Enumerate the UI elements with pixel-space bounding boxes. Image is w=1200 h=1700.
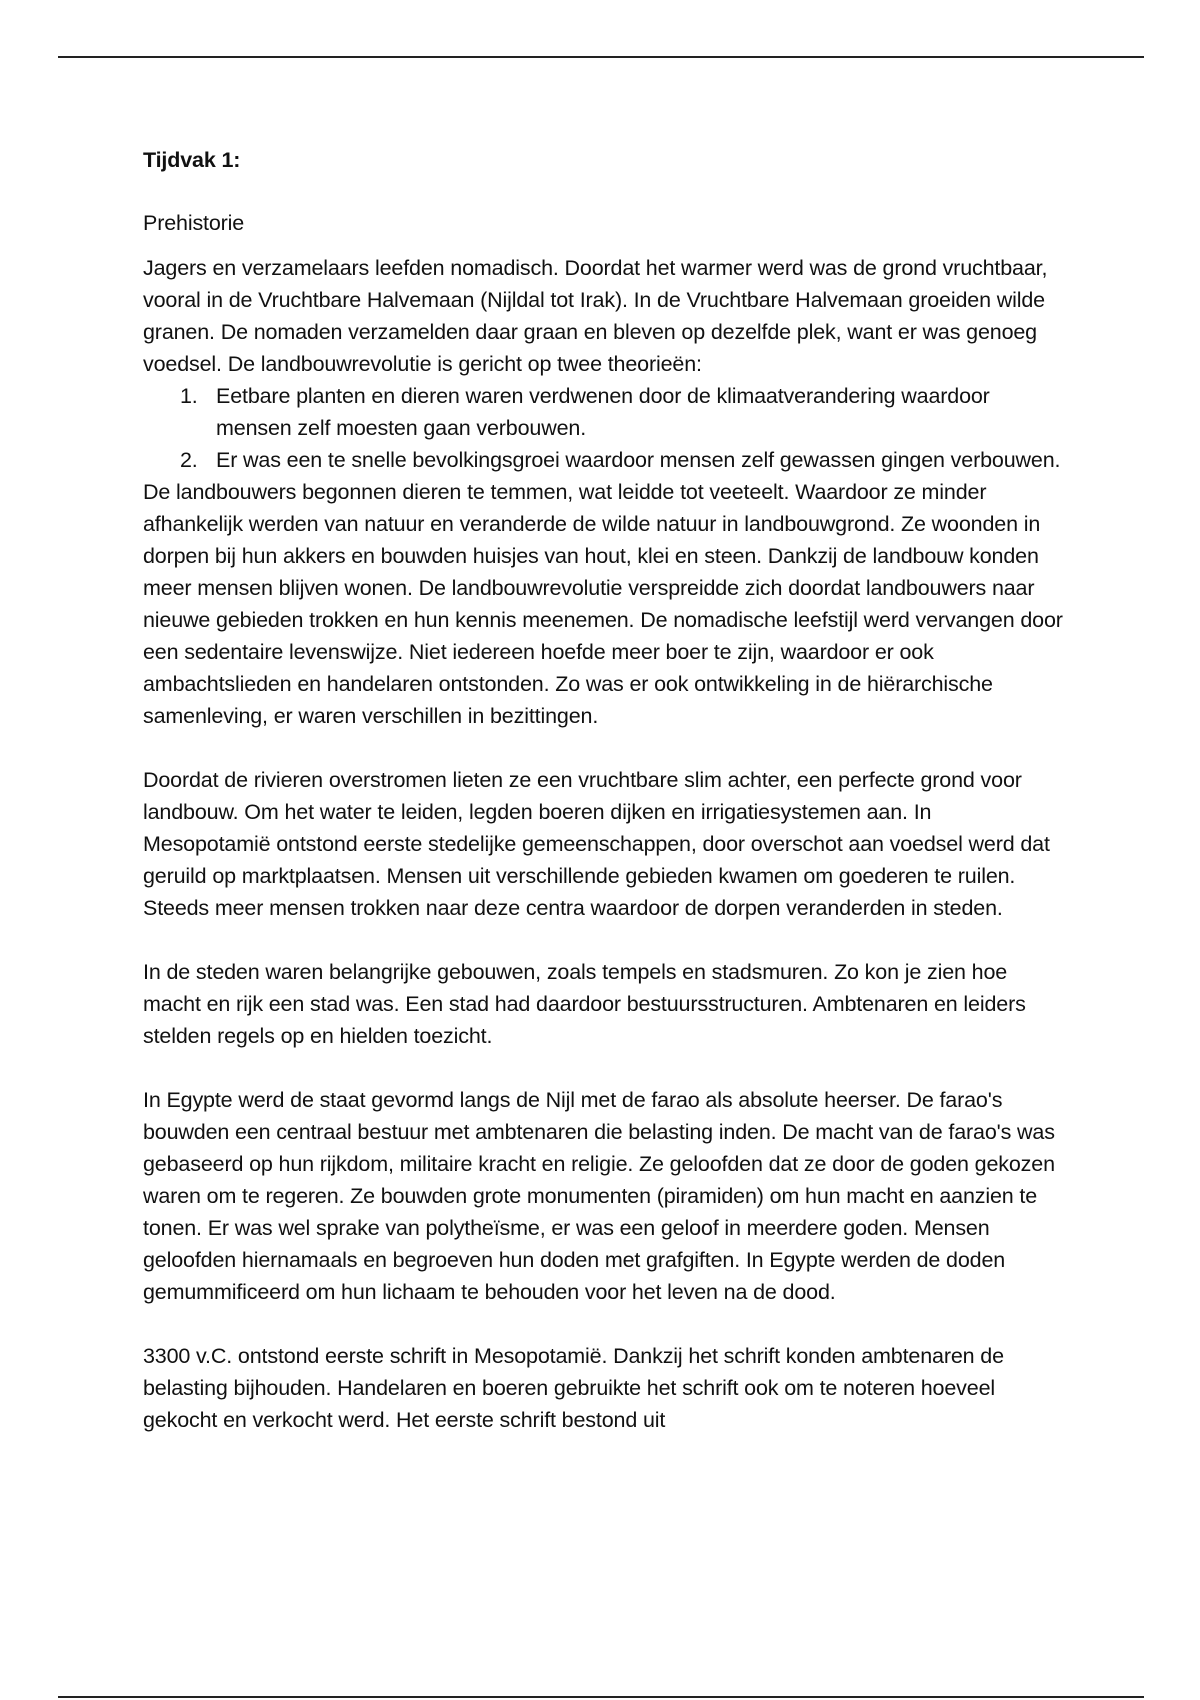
list-item [143,444,1063,476]
list-item-number: 2. [180,448,198,472]
paragraph-rivieren: Doordat de rivieren overstromen lieten ze een vruchtbare slim achter, een perfecte grond voor landbouw. Om het water te leiden, legden boeren dijken en irrigatiesystemen aan. In Mesopotamië ontstond eerste stedelijke gemeenschappen, door overschot aan voedsel werd dat geruild op marktplaatsen. Mensen uit verschillende gebieden kwamen om goederen te ruilen. Steeds meer mensen trokken naar deze centra waardoor de dorpen veranderden in steden. [143,768,1050,920]
theories-list [143,380,1063,476]
intro-paragraph: Jagers en verzamelaars leefden nomadisch. Doordat het warmer werd was de grond vruchtbaar, vooral in de Vruchtbare Halvemaan (Nijldal tot Irak). In de Vruchtbare Halvemaan groeiden wilde granen. De nomaden verzamelden daar graan en bleven op dezelfde plek, want er was genoeg voedsel. De landbouwrevolutie is gericht op twee theorieën: [143,256,1048,376]
top-page-rule [58,56,1144,58]
paragraph-landbouwers: De landbouwers begonnen dieren te temmen, wat leidde tot veeteelt. Waardoor ze minder afhankelijk werden van natuur en veranderde de wilde natuur in landbouwgrond. Ze woonden in dorpen bij hun akkers en bouwden huisjes van hout, klei en steen. Dankzij de landbouw konden meer mensen blijven wonen. De landbouwrevolutie verspreidde zich doordat landbouwers naar nieuwe gebieden trokken en hun kennis meenemen. De nomadische leefstijl werd vervangen door een sedentaire levenswijze. Niet iedereen hoefde meer boer te zijn, waardoor er ook ambachtslieden en handelaren ontstonden. Zo was er ook ontwikkeling in de hiërarchische samenleving, er waren verschillen in bezittingen. [143,480,1063,728]
paragraph-egypte: In Egypte werd de staat gevormd langs de Nijl met de farao als absolute heerser. De farao's bouwden een centraal bestuur met ambtenaren die belasting inden. De macht van de farao's was gebaseerd op hun rijkdom, militaire kracht en religie. Ze geloofden dat ze door de goden gekozen waren om te regeren. Ze bouwden grote monumenten (piramiden) om hun macht en aanzien te tonen. Er was wel sprake van polytheïsme, er was een geloof in meerdere goden. Mensen geloofden hiernamaals en begroeven hun doden met grafgiften. In Egypte werden de doden gemummificeerd om hun lichaam te behouden voor het leven na de dood. [143,1088,1055,1304]
list-item [143,380,1063,444]
list-item-text: Er was een te snelle bevolkingsgroei waardoor mensen zelf gewassen gingen verbouwen. [216,448,1061,472]
section-heading: Prehistorie [143,211,245,235]
list-item-number: 1. [180,384,198,408]
bottom-page-rule [58,1696,1144,1698]
paragraph-steden: In de steden waren belangrijke gebouwen, zoals tempels en stadsmuren. Zo kon je zien hoe macht en rijk een stad was. Een stad had daardoor bestuursstructuren. Ambtenaren en leiders stelden regels op en hielden toezicht. [143,960,1026,1048]
page-heading: Tijdvak 1: [143,148,241,172]
document-body [143,144,1063,1436]
list-item-text: Eetbare planten en dieren waren verdwenen door de klimaatverandering waardoor mensen zelf moesten gaan verbouwen. [216,384,990,440]
paragraph-schrift: 3300 v.C. ontstond eerste schrift in Mesopotamië. Dankzij het schrift konden ambtenaren de belasting bijhouden. Handelaren en boeren gebruikte het schrift ook om te noteren hoeveel gekocht en verkocht werd. Het eerste schrift bestond uit [143,1344,1004,1432]
